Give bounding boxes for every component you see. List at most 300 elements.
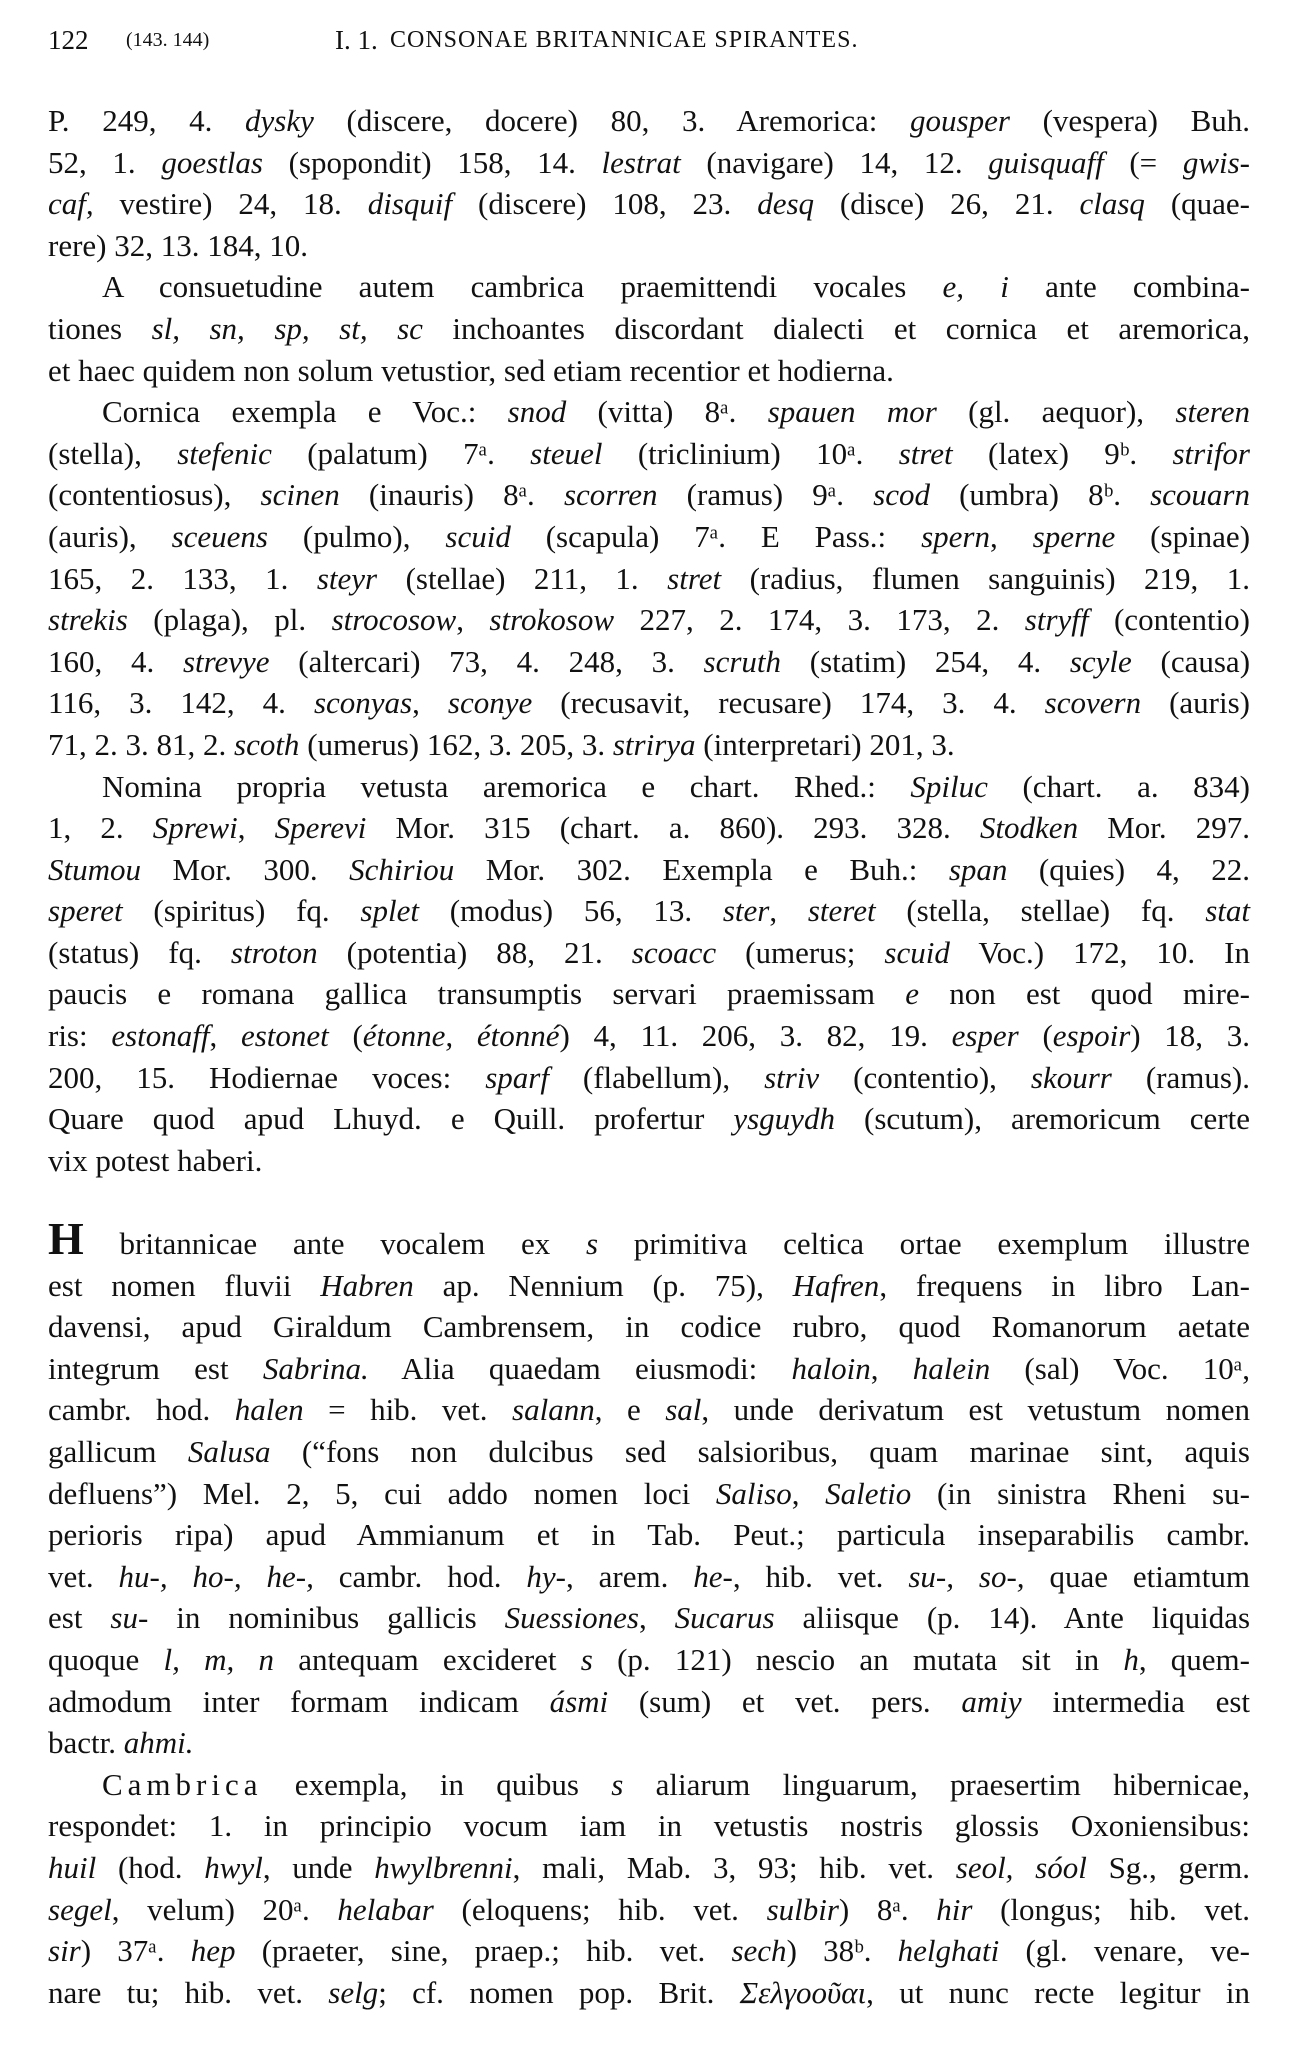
italic-term: sech: [731, 1933, 787, 1969]
text-line: [48, 1722, 1250, 1764]
italic-term: estonet: [240, 1018, 329, 1054]
text-run: perioris ripa) apud Ammianum et in Tab. Peut.; particula inseparabilis cambr.: [48, 1517, 1250, 1553]
text-run: (triclinium) 10ᵃ.: [602, 435, 899, 471]
text-run: et haec quidem non solum vetustior, sed etiam recentior et hodierna.: [48, 352, 894, 388]
italic-term: sceuens: [171, 518, 268, 554]
italic-term: hy-: [526, 1558, 566, 1594]
italic-term: steret: [807, 893, 876, 929]
text-run: (discere, docere) 80, 3. Aremorica:: [313, 103, 911, 138]
text-run: , velum) 20ᵃ.: [111, 1891, 338, 1927]
text-run: , ut nunc recte legitur in: [866, 1974, 1251, 2010]
text-run: admodum inter formam indicam: [48, 1683, 550, 1719]
text-line: [48, 932, 1250, 974]
italic-term: ásmi: [549, 1683, 609, 1719]
italic-term: guisquaff: [988, 144, 1104, 180]
paragraph: [48, 100, 1250, 266]
text-run: (plaga), pl.: [127, 602, 332, 638]
text-line: [48, 807, 1250, 849]
text-line: [48, 1306, 1250, 1348]
text-run: (scapula) 7ᵃ. E Pass.:: [510, 518, 922, 554]
italic-term: scorren: [563, 477, 658, 513]
text-run: (eloquens; hib. vet.: [433, 1891, 767, 1927]
text-run: Nomina propria vetusta aremorica e chart. Rhed.:: [102, 768, 911, 804]
italic-term: s: [585, 1226, 599, 1262]
text-run: (sum) et vet. pers.: [608, 1683, 962, 1719]
text-line: [48, 516, 1250, 558]
italic-term: hwylbrenni: [374, 1849, 513, 1885]
italic-term: s: [580, 1641, 593, 1677]
text-run: 1, 2.: [48, 810, 153, 846]
text-run: , quem-: [1138, 1641, 1250, 1677]
text-run: , mali, Mab. 3, 93; hib. vet.: [512, 1849, 956, 1885]
italic-term: hir: [936, 1891, 973, 1927]
text-line: [48, 1140, 1250, 1182]
text-line: [48, 1057, 1250, 1099]
paragraph: [48, 1764, 1250, 2014]
text-run: (causa): [1131, 643, 1251, 679]
page-body: [48, 100, 1250, 2013]
text-run: (quies) 4, 22.: [1007, 851, 1251, 887]
text-run: ,: [989, 518, 1033, 554]
italic-term: sperne: [1032, 518, 1116, 554]
text-run: Mor. 300.: [141, 851, 350, 887]
italic-term: su-, so-,: [908, 1558, 1025, 1594]
italic-term: strifor: [1172, 435, 1250, 471]
text-run: (latex) 9ᵇ.: [952, 435, 1173, 471]
text-run: (navigare) 14, 12.: [680, 144, 989, 180]
italic-term: Σελγοοῦαι: [739, 1974, 867, 2010]
italic-term: Spiluc: [910, 768, 988, 804]
text-line: [48, 1015, 1250, 1057]
text-run: (modus) 56, 13.: [418, 893, 723, 929]
italic-term: stret: [898, 435, 953, 471]
italic-term: Saletio: [825, 1475, 912, 1511]
italic-term: steuel: [530, 435, 603, 471]
italic-term: sconye: [447, 685, 533, 721]
text-run: exempla, in quibus: [262, 1766, 612, 1802]
text-run: (“fons non dulcibus sed salsioribus, quam marinae sint, aquis: [270, 1434, 1250, 1469]
text-run: 165, 2. 133, 1.: [48, 560, 317, 596]
text-run: , unde derivatum est vetustum nomen: [701, 1392, 1251, 1428]
italic-term: strekis: [48, 602, 128, 638]
text-run: ,: [791, 1475, 826, 1511]
text-run: (in sinistra Rheni su-: [911, 1475, 1250, 1511]
text-run: = hib. vet.: [303, 1392, 513, 1428]
italic-term: gwis-: [1182, 144, 1251, 180]
text-run: (spinae): [1115, 518, 1251, 554]
text-run: vix potest haberi.: [48, 1142, 263, 1178]
italic-term: sir: [48, 1933, 81, 1969]
text-line: [48, 433, 1250, 475]
italic-term: ster: [722, 893, 770, 929]
text-run: (contentiosus),: [48, 477, 261, 513]
spaced-term: Cambrica: [102, 1766, 263, 1802]
italic-term: seol, sóol: [955, 1849, 1087, 1885]
italic-term: Sucarus: [674, 1600, 775, 1636]
text-run: paucis e romana gallica transumptis servari praemissam: [48, 976, 906, 1012]
text-run: ) 4, 11. 206, 3. 82, 19.: [559, 1018, 952, 1054]
text-line: [48, 641, 1250, 683]
text-line: [48, 142, 1250, 184]
italic-term: esper: [951, 1018, 1019, 1054]
italic-term: h: [1123, 1641, 1139, 1677]
italic-term: scouarn: [1150, 477, 1250, 513]
text-run: 227, 2. 174, 3. 173, 2.: [614, 602, 1025, 638]
italic-term: stret: [667, 560, 722, 596]
text-line: [48, 599, 1250, 641]
italic-term: splet: [360, 893, 419, 929]
text-run: (auris): [1141, 685, 1251, 721]
text-run: ) 37ᵃ.: [80, 1933, 191, 1969]
text-run: Alia quaedam eiusmodi:: [368, 1350, 792, 1386]
text-line: [48, 1681, 1250, 1723]
text-run: ris:: [48, 1018, 112, 1054]
italic-term: halein: [912, 1350, 991, 1386]
text-line: [48, 682, 1250, 724]
text-run: est: [48, 1600, 111, 1636]
italic-term: salann: [512, 1392, 595, 1428]
text-run: (ramus).: [1111, 1059, 1250, 1095]
text-run: (scutum), aremoricum certe: [834, 1101, 1250, 1137]
text-line: [48, 890, 1250, 932]
italic-term: Sperevi: [274, 810, 367, 846]
text-run: (statim) 254, 4.: [781, 643, 1070, 679]
text-run: (disce) 26, 21.: [814, 186, 1080, 222]
italic-term: steyr: [316, 560, 378, 596]
text-run: (altercari) 73, 4. 248, 3.: [269, 643, 704, 679]
text-run: (auris),: [48, 518, 172, 554]
text-run: nare tu; hib. vet.: [48, 1974, 329, 2010]
text-run: bactr.: [48, 1725, 124, 1761]
text-line: [48, 558, 1250, 600]
text-run: aliarum linguarum, praesertim hibernicae,: [623, 1766, 1250, 1802]
text-line: [48, 849, 1250, 891]
text-run: intermedia est: [1021, 1683, 1251, 1719]
italic-term: lestrat: [601, 144, 681, 180]
text-run: primitiva celtica ortae exemplum illustre: [598, 1226, 1251, 1262]
text-line: [48, 1597, 1250, 1639]
italic-term: Saliso: [715, 1475, 792, 1511]
italic-term: haloin: [791, 1350, 871, 1386]
italic-term: étonne, étonné: [362, 1018, 560, 1054]
text-line: [48, 1889, 1250, 1931]
text-run: cambr. hod.: [313, 1558, 527, 1594]
text-line: [48, 1473, 1250, 1515]
italic-term: scinen: [260, 477, 340, 513]
italic-term: espoir: [1052, 1018, 1131, 1054]
italic-term: gousper: [910, 103, 1010, 138]
italic-term: Stumou: [48, 851, 141, 887]
text-run: ante combina-: [1008, 269, 1250, 305]
italic-term: stat: [1205, 893, 1251, 929]
italic-term: disquif: [367, 186, 453, 222]
text-run: defluens”) Mel. 2, 5, cui addo nomen loci: [48, 1475, 716, 1511]
text-line: [48, 1389, 1250, 1431]
text-run: tiones: [48, 310, 152, 346]
text-run: (quae-: [1144, 186, 1250, 222]
text-line: [48, 266, 1250, 308]
initial-letter: H: [48, 1213, 84, 1265]
text-run: (longus; hib. vet.: [972, 1891, 1250, 1927]
section-paragraph: [48, 1213, 1251, 1764]
text-run: 160, 4.: [48, 643, 183, 679]
text-run: (vitta) 8ᵃ.: [566, 394, 768, 430]
text-run: in nominibus gallicis: [148, 1600, 505, 1636]
text-run: vet.: [48, 1558, 119, 1594]
text-line: [48, 1514, 1250, 1556]
italic-term: spauen mor: [767, 394, 937, 430]
italic-term: helghati: [897, 1933, 1000, 1969]
text-line: [48, 1972, 1250, 2014]
italic-term: amiy: [961, 1683, 1022, 1719]
text-line: [48, 1265, 1250, 1307]
text-run: ap. Nennium (p. 75),: [413, 1267, 793, 1303]
italic-term: span: [948, 851, 1008, 887]
text-line: [48, 1556, 1250, 1598]
text-run: (contentio),: [819, 1059, 1031, 1095]
text-run: (umbra) 8ᵇ.: [929, 477, 1151, 513]
text-run: (=: [1103, 144, 1183, 180]
italic-term: segel: [48, 1891, 112, 1927]
italic-term: scyle: [1069, 643, 1132, 679]
running-title: CONSONAE BRITANNICAE SPIRANTES.: [390, 27, 859, 53]
text-run: vestire) 24, 18.: [93, 186, 368, 222]
italic-term: caf,: [48, 186, 94, 222]
text-run: (palatum) 7ᵃ.: [271, 435, 531, 471]
page-number: 122: [48, 25, 89, 55]
text-line: [48, 766, 1250, 808]
section-numbers: (143. 144): [126, 29, 210, 51]
italic-term: Sprewi: [152, 810, 238, 846]
text-line: [48, 100, 1250, 142]
text-run: , e: [594, 1392, 666, 1428]
text-run: , unde: [262, 1849, 375, 1885]
text-run: cambr. hod.: [48, 1392, 235, 1428]
italic-term: scovern: [1044, 685, 1142, 721]
italic-term: halen: [234, 1392, 304, 1428]
italic-term: helabar: [337, 1891, 434, 1927]
italic-term: scruth: [703, 643, 782, 679]
text-line: [48, 1847, 1250, 1889]
text-run: (pulmo),: [267, 518, 446, 554]
italic-term: he-: [693, 1558, 733, 1594]
italic-term: Stodken: [979, 810, 1079, 846]
italic-term: Habren: [320, 1267, 414, 1303]
italic-term: s: [611, 1766, 624, 1802]
text-run: (recusavit, recusare) 174, 3. 4.: [532, 685, 1045, 721]
text-run: Mor. 315 (chart. a. 860). 293. 328.: [366, 810, 980, 846]
italic-term: sl, sn, sp, st, sc: [151, 310, 423, 346]
italic-term: scuid: [884, 934, 950, 970]
text-run: inchoantes discordant dialecti et cornica et aremorica,: [422, 310, 1250, 346]
text-run: ,: [456, 602, 490, 638]
text-line: [48, 1098, 1250, 1140]
italic-term: snod: [507, 394, 567, 430]
text-run: rere) 32, 13. 184, 10.: [48, 227, 308, 263]
italic-term: estonaff: [111, 1018, 210, 1054]
text-run: respondet: 1. in principio vocum iam in vetustis nostris glossis Oxoniensibus:: [48, 1808, 1250, 1844]
text-line: [48, 1764, 1250, 1806]
text-run: (stellae) 211, 1.: [377, 560, 668, 596]
text-run: ) 18, 3.: [1130, 1018, 1251, 1054]
italic-term: l, m, n: [163, 1641, 274, 1677]
text-line: [48, 1213, 1251, 1265]
italic-term: strevye: [182, 643, 270, 679]
italic-term: su-: [110, 1600, 149, 1636]
text-run: (discere) 108, 23.: [452, 186, 758, 222]
italic-term: strirya: [612, 726, 696, 762]
text-line: [48, 183, 1250, 225]
text-run: (sal) Voc. 10ᵃ,: [990, 1350, 1251, 1386]
text-line: [48, 724, 1250, 766]
italic-term: Schiriou: [349, 851, 455, 887]
text-run: non est quod mire-: [918, 976, 1250, 1012]
text-run: (p. 121) nescio an mutata sit in: [592, 1641, 1124, 1677]
italic-term: skourr: [1030, 1059, 1112, 1095]
text-line: [48, 308, 1250, 350]
text-line: [48, 474, 1250, 516]
text-run: aliisque (p. 14). Ante liquidas: [774, 1600, 1251, 1636]
italic-term: selg: [328, 1974, 379, 2010]
text-line: [48, 350, 1250, 392]
italic-term: Hafren: [792, 1267, 880, 1303]
italic-term: steren: [1175, 394, 1250, 430]
italic-term: Suessiones: [504, 1600, 639, 1636]
text-run: 200, 15. Hodiernae voces:: [48, 1059, 486, 1095]
italic-term: Sabrina.: [262, 1350, 369, 1386]
italic-term: scoth: [234, 726, 300, 762]
italic-term: sconyas: [313, 685, 413, 721]
text-run: 71, 2. 3. 81, 2.: [48, 726, 234, 762]
italic-term: e, i: [942, 269, 1009, 305]
italic-term: scuid: [445, 518, 511, 554]
italic-term: speret: [48, 893, 123, 929]
italic-term: clasq: [1079, 186, 1145, 222]
text-run: (hod.: [96, 1849, 205, 1885]
text-run: (status) fq.: [48, 934, 231, 970]
text-run: Voc.) 172, 10. In: [949, 934, 1250, 970]
text-run: ; cf. nomen pop. Brit.: [378, 1974, 740, 2010]
italic-term: hu-, ho-, he-,: [118, 1558, 314, 1594]
text-run: (radius, flumen sanguinis) 219, 1.: [721, 560, 1251, 596]
text-run: 116, 3. 142, 4.: [48, 685, 314, 721]
italic-term: sparf: [485, 1059, 549, 1095]
text-run: gallicum: [48, 1434, 188, 1469]
italic-term: strocosow: [331, 602, 457, 638]
text-run: Sg., germ.: [1086, 1849, 1250, 1885]
text-run: , arem.: [565, 1558, 694, 1594]
text-run: (inauris) 8ᵃ.: [339, 477, 564, 513]
text-run: (praeter, sine, praep.; hib. vet.: [235, 1933, 732, 1969]
text-run: (spopondit) 158, 14.: [262, 144, 602, 180]
text-run: quae etiamtum: [1024, 1558, 1250, 1594]
text-run: (ramus) 9ᵃ.: [657, 477, 874, 513]
italic-term: ahmi.: [123, 1725, 194, 1761]
text-line: [48, 1930, 1250, 1972]
text-run: ,: [769, 893, 808, 929]
text-run: (: [328, 1018, 363, 1054]
italic-term: stefenic: [177, 435, 272, 471]
text-run: quoque: [48, 1641, 164, 1677]
italic-term: striv: [764, 1059, 820, 1095]
italic-term: sal: [665, 1392, 702, 1428]
text-run: (umerus) 162, 3. 205, 3.: [299, 726, 613, 762]
text-run: britannicae ante vocalem ex: [83, 1226, 586, 1262]
text-run: 52, 1.: [48, 144, 162, 180]
text-run: (potentia) 88, 21.: [317, 934, 632, 970]
paragraph: [48, 766, 1250, 1182]
text-run: ,: [870, 1350, 913, 1386]
text-run: ) 8ᵃ.: [838, 1891, 937, 1927]
text-run: est nomen fluvii: [48, 1267, 321, 1303]
text-run: (contentio): [1088, 602, 1250, 638]
text-line: [48, 225, 1250, 267]
text-run: (chart. a. 834): [987, 768, 1250, 804]
text-run: ,: [237, 810, 275, 846]
italic-term: hwyl: [204, 1849, 263, 1885]
text-run: A consuetudine autem cambrica praemittendi vocales: [102, 269, 943, 305]
paragraph: [48, 391, 1250, 765]
italic-term: strokosow: [489, 602, 614, 638]
text-run: Mor. 297.: [1078, 810, 1251, 846]
text-run: (interpretari) 201, 3.: [695, 726, 955, 762]
italic-term: goestlas: [161, 144, 263, 180]
italic-term: stroton: [230, 934, 318, 970]
italic-term: scoacc: [631, 934, 717, 970]
text-run: P. 249, 4.: [48, 103, 246, 138]
text-run: (umerus;: [716, 934, 885, 970]
text-run: ) 38ᵇ.: [786, 1933, 898, 1969]
text-run: Quare quod apud Lhuyd. e Quill. profertur: [48, 1101, 734, 1137]
text-run: (stella),: [48, 435, 178, 471]
text-run: Mor. 302. Exempla e Buh.:: [454, 851, 949, 887]
text-line: [48, 973, 1250, 1015]
text-run: ,: [412, 685, 448, 721]
italic-term: huil: [48, 1849, 97, 1885]
text-run: (vespera) Buh.: [1009, 103, 1250, 138]
italic-term: hep: [190, 1933, 236, 1969]
italic-term: Salusa: [187, 1434, 271, 1469]
text-line: [48, 1639, 1250, 1681]
text-run: ,: [209, 1018, 241, 1054]
italic-term: e: [905, 976, 919, 1012]
italic-term: sulbir: [766, 1891, 839, 1927]
text-run: integrum est: [48, 1350, 263, 1386]
part-number: I. 1.: [335, 25, 378, 55]
italic-term: stryff: [1024, 602, 1089, 638]
italic-term: spern: [921, 518, 990, 554]
text-run: antequam excideret: [273, 1641, 581, 1677]
italic-term: ysguydh: [733, 1101, 835, 1137]
text-run: , hib. vet.: [732, 1558, 909, 1594]
running-header: [48, 18, 1248, 62]
text-line: [48, 1348, 1250, 1390]
text-run: (spiritus) fq.: [122, 893, 361, 929]
italic-term: desq: [757, 186, 815, 222]
italic-term: scod: [873, 477, 930, 513]
text-line: [48, 1431, 1250, 1473]
italic-term: dysky: [245, 103, 314, 138]
text-run: (gl. venare, ve-: [999, 1933, 1251, 1969]
text-run: (: [1018, 1018, 1053, 1054]
text-run: (stella, stellae) fq.: [875, 893, 1206, 929]
paragraph: [48, 266, 1250, 391]
text-run: davensi, apud Giraldum Cambrensem, in codice rubro, quod Romanorum aetate: [48, 1309, 1250, 1345]
text-run: Cornica exempla e Voc.:: [102, 394, 508, 430]
text-run: (flabellum),: [548, 1059, 765, 1095]
text-run: ,: [638, 1600, 675, 1636]
text-line: [48, 1805, 1250, 1847]
